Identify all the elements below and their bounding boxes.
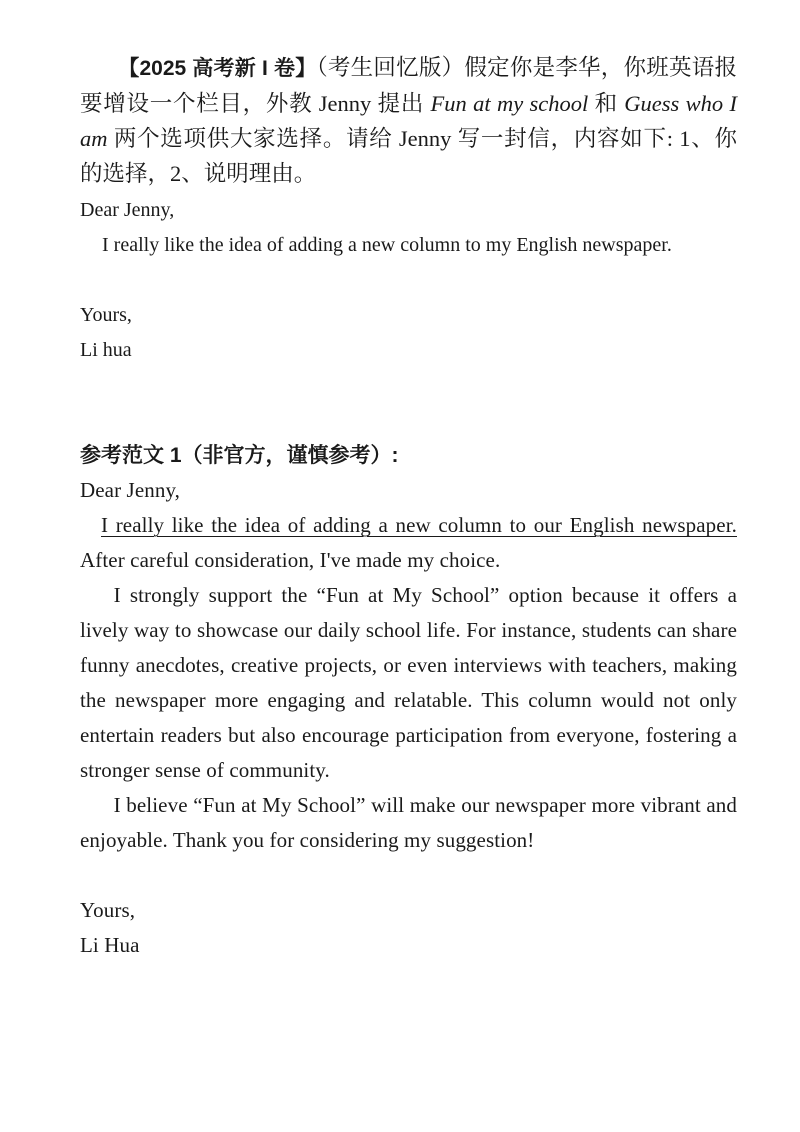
sample-title: 参考范文 1（非官方，谨慎参考）: xyxy=(80,444,399,467)
prompt-closing: Yours, xyxy=(80,304,132,326)
task-prompt xyxy=(80,50,737,191)
prompt-letter xyxy=(80,193,737,368)
sample-salutation: Dear Jenny, xyxy=(80,478,181,502)
sample-opening xyxy=(80,508,737,578)
task-text-part3: 两个选项供大家选择。请给 Jenny 写一封信，内容如下: 1、你的选择，2、说明理由。 xyxy=(80,126,737,186)
prompt-signature: Li hua xyxy=(80,339,132,361)
document-page xyxy=(80,50,737,963)
sample-closing: Yours, xyxy=(80,898,136,922)
option-fun-at-my-school: Fun at my school xyxy=(430,91,589,116)
exam-tag: 【2025 高考新 I 卷】 xyxy=(118,57,317,80)
option-guess-who-i-am: Guess who I am xyxy=(80,91,737,151)
prompt-opening: I really like the idea of adding a new column to my English newspaper. xyxy=(102,234,672,256)
sample-body-paragraph-1: I strongly support the “Fun at My School” option because it offers a lively way to showcase our daily school life. For instance, students can share funny anecdotes, creative projects, or even interviews with teachers, making the newspaper more engaging and relatable. This column would not only entertain readers but also encourage participation from everyone, fostering a stronger sense of community. xyxy=(80,583,737,782)
prompt-salutation: Dear Jenny, xyxy=(80,199,175,221)
sample-signature: Li Hua xyxy=(80,933,140,957)
task-text-part2: 和 xyxy=(588,91,625,116)
sample-opening-underlined: I really like the idea of adding a new column to our English newspaper. xyxy=(101,513,737,537)
sample-body-paragraph-2: I believe “Fun at My School” will make our newspaper more vibrant and enjoyable. Thank you for considering my suggestion! xyxy=(80,793,737,852)
sample-letter xyxy=(80,473,737,963)
task-text-part1: （考生回忆版）假定你是李华，你班英语报要增设一个栏目，外教 Jenny 提出 xyxy=(80,55,737,116)
sample-opening-rest: After careful consideration, I've made my choice. xyxy=(80,548,501,572)
